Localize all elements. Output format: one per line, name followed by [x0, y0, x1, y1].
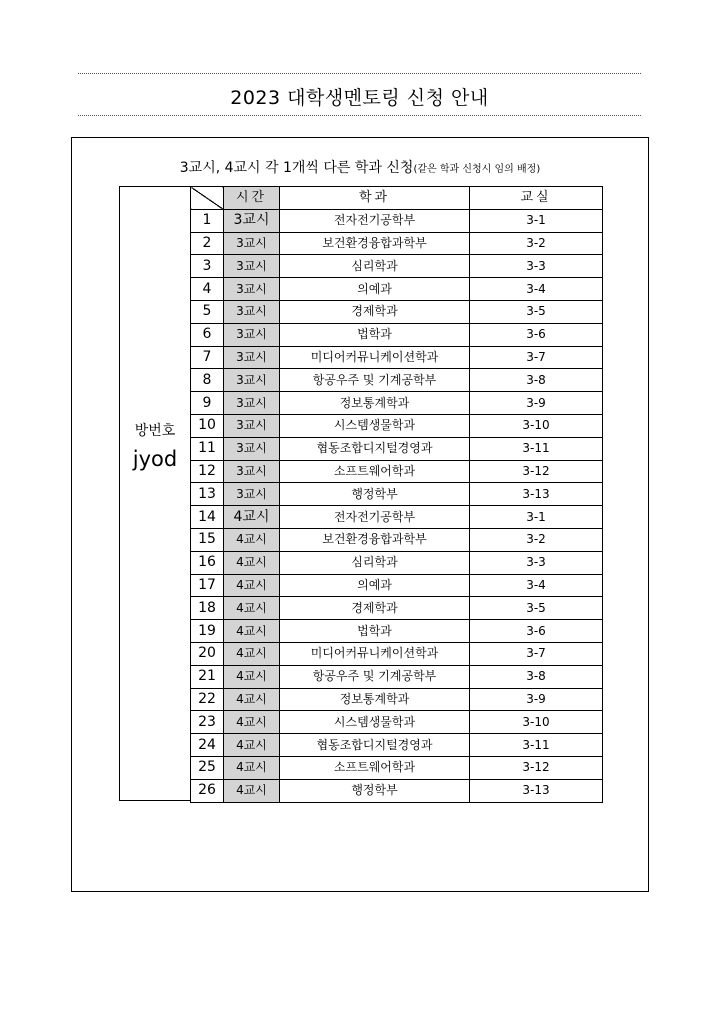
- row-period: 4교시: [224, 551, 280, 574]
- row-classroom: 3-1: [470, 209, 603, 232]
- row-number: 26: [191, 779, 224, 802]
- row-number: 20: [191, 642, 224, 665]
- row-number: 17: [191, 574, 224, 597]
- row-period: 3교시: [224, 460, 280, 483]
- row-number: 19: [191, 620, 224, 643]
- row-period: 3교시: [224, 232, 280, 255]
- row-number: 5: [191, 300, 224, 323]
- instruction-main: 3교시, 4교시 각 1개씩 다른 학과 신청: [179, 160, 414, 176]
- row-number: 10: [191, 414, 224, 437]
- table-row: [191, 734, 603, 757]
- row-period: 3교시: [224, 437, 280, 460]
- row-department: 미디어커뮤니케이션학과: [280, 346, 470, 369]
- row-number: 7: [191, 346, 224, 369]
- row-period: 4교시: [224, 506, 280, 529]
- row-classroom: 3-4: [470, 574, 603, 597]
- row-number: 16: [191, 551, 224, 574]
- row-department: 정보통계학과: [280, 392, 470, 415]
- row-number: 18: [191, 597, 224, 620]
- row-period: 3교시: [224, 483, 280, 506]
- top-dotted-rule: [78, 73, 641, 74]
- row-period: 4교시: [224, 597, 280, 620]
- row-department: 보건환경융합과학부: [280, 528, 470, 551]
- row-classroom: 3-2: [470, 528, 603, 551]
- row-department: 협동조합디지털경영과: [280, 734, 470, 757]
- row-period: 4교시: [224, 711, 280, 734]
- row-number: 23: [191, 711, 224, 734]
- row-period: 3교시: [224, 414, 280, 437]
- row-period: 4교시: [224, 642, 280, 665]
- row-number: 4: [191, 278, 224, 301]
- row-period: 3교시: [224, 369, 280, 392]
- row-department: 경제학과: [280, 300, 470, 323]
- row-number: 3: [191, 255, 224, 278]
- row-number: 24: [191, 734, 224, 757]
- row-classroom: 3-9: [470, 688, 603, 711]
- row-department: 소프트웨어학과: [280, 460, 470, 483]
- row-classroom: 3-5: [470, 597, 603, 620]
- table-row: [191, 551, 603, 574]
- table-row: [191, 209, 603, 232]
- row-department: 심리학과: [280, 551, 470, 574]
- row-department: 법학과: [280, 323, 470, 346]
- row-number: 25: [191, 756, 224, 779]
- row-number: 14: [191, 506, 224, 529]
- row-classroom: 3-6: [470, 323, 603, 346]
- row-department: 전자전기공학부: [280, 209, 470, 232]
- row-period: 4교시: [224, 734, 280, 757]
- row-number: 13: [191, 483, 224, 506]
- table-row: [191, 300, 603, 323]
- row-department: 경제학과: [280, 597, 470, 620]
- row-period: 3교시: [224, 300, 280, 323]
- row-period: 4교시: [224, 665, 280, 688]
- row-classroom: 3-12: [470, 460, 603, 483]
- row-period: 4교시: [224, 756, 280, 779]
- mentoring-schedule-table: [190, 186, 603, 803]
- row-classroom: 3-3: [470, 255, 603, 278]
- row-period: 3교시: [224, 323, 280, 346]
- room-number-label: 방번호: [134, 423, 176, 439]
- table-row: [191, 779, 603, 802]
- table-row: [191, 414, 603, 437]
- table-row: [191, 665, 603, 688]
- row-classroom: 3-10: [470, 414, 603, 437]
- row-period: 4교시: [224, 528, 280, 551]
- row-department: 행정학부: [280, 779, 470, 802]
- row-classroom: 3-11: [470, 437, 603, 460]
- table-row: [191, 620, 603, 643]
- row-department: 전자전기공학부: [280, 506, 470, 529]
- row-classroom: 3-7: [470, 346, 603, 369]
- row-classroom: 3-3: [470, 551, 603, 574]
- row-period: 4교시: [224, 688, 280, 711]
- header-time: 시간: [224, 187, 280, 210]
- row-department: 행정학부: [280, 483, 470, 506]
- row-period: 3교시: [224, 392, 280, 415]
- table-row: [191, 483, 603, 506]
- row-classroom: 3-4: [470, 278, 603, 301]
- row-number: 11: [191, 437, 224, 460]
- row-department: 소프트웨어학과: [280, 756, 470, 779]
- row-classroom: 3-7: [470, 642, 603, 665]
- table-row: [191, 255, 603, 278]
- row-number: 2: [191, 232, 224, 255]
- table-header-row: [191, 187, 603, 210]
- row-department: 심리학과: [280, 255, 470, 278]
- row-classroom: 3-2: [470, 232, 603, 255]
- room-number-code: jyod: [132, 447, 178, 471]
- row-period: 4교시: [224, 620, 280, 643]
- table-row: [191, 369, 603, 392]
- row-period: 3교시: [224, 346, 280, 369]
- room-number-cell: [119, 186, 191, 801]
- row-department: 미디어커뮤니케이션학과: [280, 642, 470, 665]
- table-row: [191, 688, 603, 711]
- row-department: 보건환경융합과학부: [280, 232, 470, 255]
- row-department: 시스템생물학과: [280, 711, 470, 734]
- row-classroom: 3-6: [470, 620, 603, 643]
- row-department: 법학과: [280, 620, 470, 643]
- table-row: [191, 392, 603, 415]
- row-classroom: 3-8: [470, 665, 603, 688]
- instruction-note: (같은 학과 신청시 임의 배정): [413, 164, 541, 175]
- row-period: 4교시: [224, 574, 280, 597]
- table-row: [191, 642, 603, 665]
- row-number: 6: [191, 323, 224, 346]
- row-number: 15: [191, 528, 224, 551]
- table-row: [191, 460, 603, 483]
- table-row: [191, 346, 603, 369]
- row-department: 의예과: [280, 278, 470, 301]
- row-period: 3교시: [224, 255, 280, 278]
- row-classroom: 3-9: [470, 392, 603, 415]
- row-classroom: 3-13: [470, 779, 603, 802]
- row-classroom: 3-10: [470, 711, 603, 734]
- row-number: 12: [191, 460, 224, 483]
- header-department: 학과: [280, 187, 470, 210]
- row-classroom: 3-13: [470, 483, 603, 506]
- row-classroom: 3-8: [470, 369, 603, 392]
- table-row: [191, 232, 603, 255]
- table-row: [191, 528, 603, 551]
- row-number: 1: [191, 209, 224, 232]
- row-number: 9: [191, 392, 224, 415]
- table-row: [191, 597, 603, 620]
- row-number: 8: [191, 369, 224, 392]
- row-department: 시스템생물학과: [280, 414, 470, 437]
- row-number: 21: [191, 665, 224, 688]
- header-diagonal-cell: [191, 187, 224, 210]
- header-classroom: 교실: [470, 187, 603, 210]
- row-department: 정보통계학과: [280, 688, 470, 711]
- instruction-line: [71, 157, 649, 179]
- table-row: [191, 711, 603, 734]
- bottom-dotted-rule: [78, 115, 641, 116]
- row-classroom: 3-1: [470, 506, 603, 529]
- row-classroom: 3-12: [470, 756, 603, 779]
- row-period: 4교시: [224, 779, 280, 802]
- table-body: [191, 209, 603, 802]
- row-classroom: 3-5: [470, 300, 603, 323]
- row-department: 의예과: [280, 574, 470, 597]
- table-row: [191, 506, 603, 529]
- row-number: 22: [191, 688, 224, 711]
- row-department: 항공우주 및 기계공학부: [280, 369, 470, 392]
- row-classroom: 3-11: [470, 734, 603, 757]
- row-period: 3교시: [224, 278, 280, 301]
- table-row: [191, 437, 603, 460]
- table-row: [191, 574, 603, 597]
- table-row: [191, 756, 603, 779]
- row-department: 항공우주 및 기계공학부: [280, 665, 470, 688]
- page-title: 2023 대학생멘토링 신청 안내: [230, 87, 489, 109]
- row-period: 3교시: [224, 209, 280, 232]
- table-row: [191, 278, 603, 301]
- table-row: [191, 323, 603, 346]
- row-department: 협동조합디지털경영과: [280, 437, 470, 460]
